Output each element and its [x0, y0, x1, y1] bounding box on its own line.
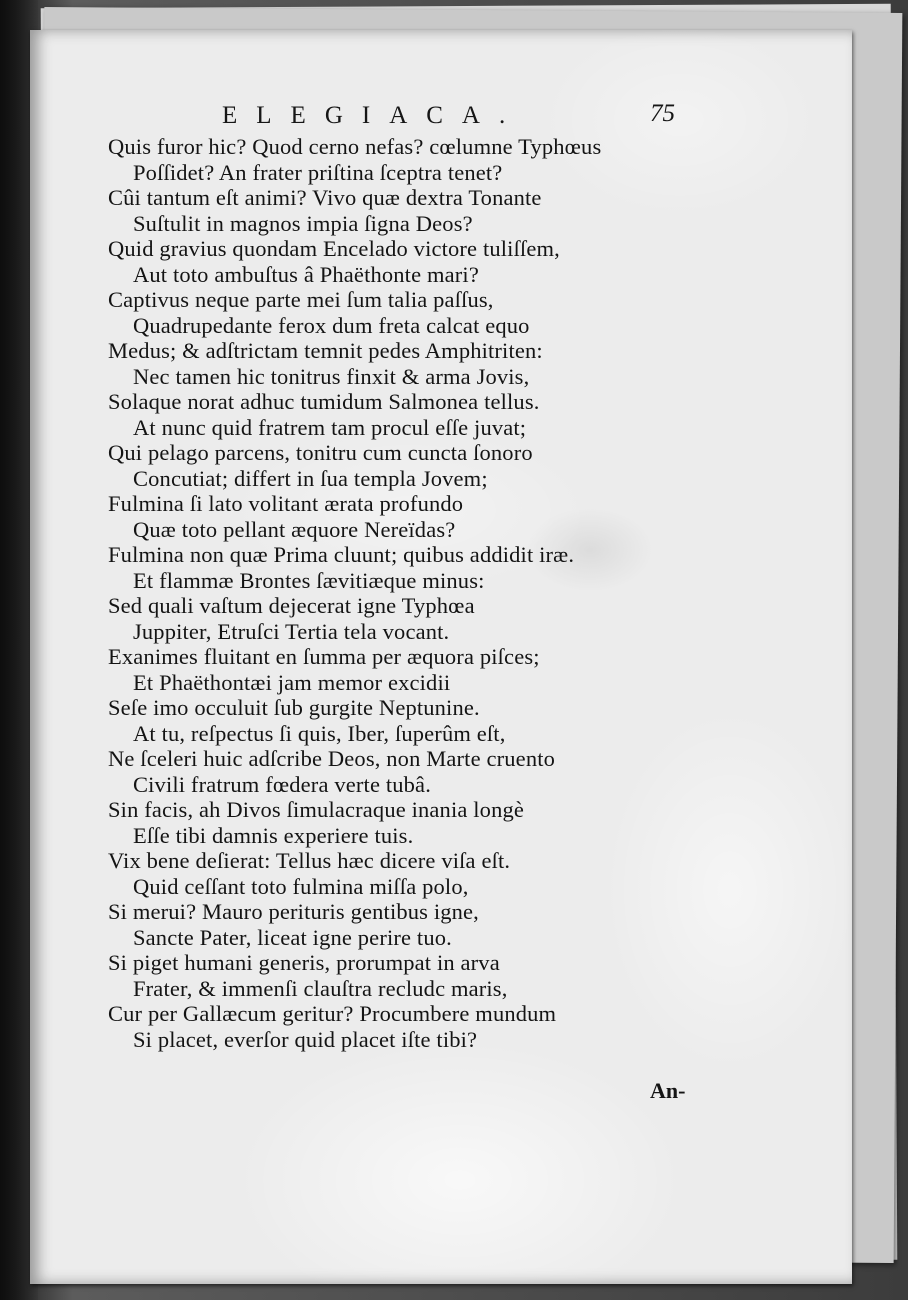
poem-text [108, 134, 708, 1052]
verse-line: Nec tamen hic tonitrus finxit & arma Jovis, [133, 363, 530, 389]
verse-line: Cur per Gallæcum geritur? Procumbere mundum [108, 1001, 557, 1026]
verse-line: Juppiter, Etruſci Tertia tela vocant. [133, 618, 450, 644]
verse-line: Quadrupedante ferox dum freta calcat equo [133, 312, 530, 338]
catchword: An- [650, 1078, 686, 1103]
verse-line: Et Phaëthontæi jam memor excidii [133, 669, 451, 695]
verse-line: Si placet, everſor quid placet iſte tibi? [133, 1026, 478, 1052]
verse-line: Eſſe tibi damnis experiere tuis. [133, 822, 414, 848]
verse-line: Cûi tantum eſt animi? Vivo quæ dextra Tonante [108, 185, 542, 210]
verse-line: Medus; & adſtrictam temnit pedes Amphitriten: [108, 338, 543, 363]
verse-line: Si piget humani generis, prorumpat in arva [108, 950, 500, 975]
verse-line: Sed quali vaſtum dejecerat igne Typhœa [108, 593, 475, 618]
page-number: 75 [650, 100, 675, 127]
verse-line: Aut toto ambuſtus â Phaëthonte mari? [133, 261, 479, 287]
verse-line: Si merui? Mauro perituris gentibus igne, [108, 899, 479, 924]
verse-line: Sancte Pater, liceat igne perire tuo. [133, 924, 452, 950]
verse-line: Qui pelago parcens, tonitru cum cuncta ſonoro [108, 440, 533, 465]
verse-line: Suſtulit in magnos impia ſigna Deos? [133, 210, 473, 236]
verse-line: Frater, & immenſi clauſtra recludc maris, [133, 975, 508, 1001]
verse-line: Sin facis, ah Divos ſimulacraque inania longè [108, 797, 525, 822]
verse-line: Et flammæ Brontes ſævitiæque minus: [133, 567, 485, 593]
verse-line: Fulmina ſi lato volitant ærata profundo [108, 491, 464, 516]
verse-line: Quis furor hic? Quod cerno nefas? cœlumne Typhœus [108, 134, 602, 159]
verse-line: Fulmina non quæ Prima cluunt; quibus addidit iræ. [108, 542, 575, 567]
verse-line: Quæ toto pellant æquore Nereïdas? [133, 516, 456, 542]
verse-line: Quid gravius quondam Encelado victore tuliſſem, [108, 236, 560, 261]
verse-line: Seſe imo occuluit ſub gurgite Neptunine. [108, 695, 480, 720]
verse-line: At nunc quid fratrem tam procul eſſe juvat; [133, 414, 527, 440]
verse-line: Quid ceſſant toto fulmina miſſa polo, [133, 873, 469, 899]
running-title: ELEGIACA. [222, 102, 525, 129]
verse-line: Captivus neque parte mei ſum talia paſſus, [108, 287, 494, 312]
page-header [0, 102, 908, 136]
verse-line: Vix bene deſierat: Tellus hæc dicere viſa eſt. [108, 848, 511, 873]
verse-line: Ne ſceleri huic adſcribe Deos, non Marte cruento [108, 746, 556, 771]
verse-line: At tu, reſpectus ſi quis, Iber, ſuperûm eſt, [133, 720, 506, 746]
verse-line: Poſſidet? An frater priſtina ſceptra tenet? [133, 159, 503, 185]
verse-line: Civili fratrum fœdera verte tubâ. [133, 771, 431, 797]
verse-line: Concutiat; differt in ſua templa Jovem; [133, 465, 488, 491]
verse-line: Exanimes fluitant en ſumma per æquora piſces; [108, 644, 540, 669]
verse-line: Solaque norat adhuc tumidum Salmonea tellus. [108, 389, 540, 414]
